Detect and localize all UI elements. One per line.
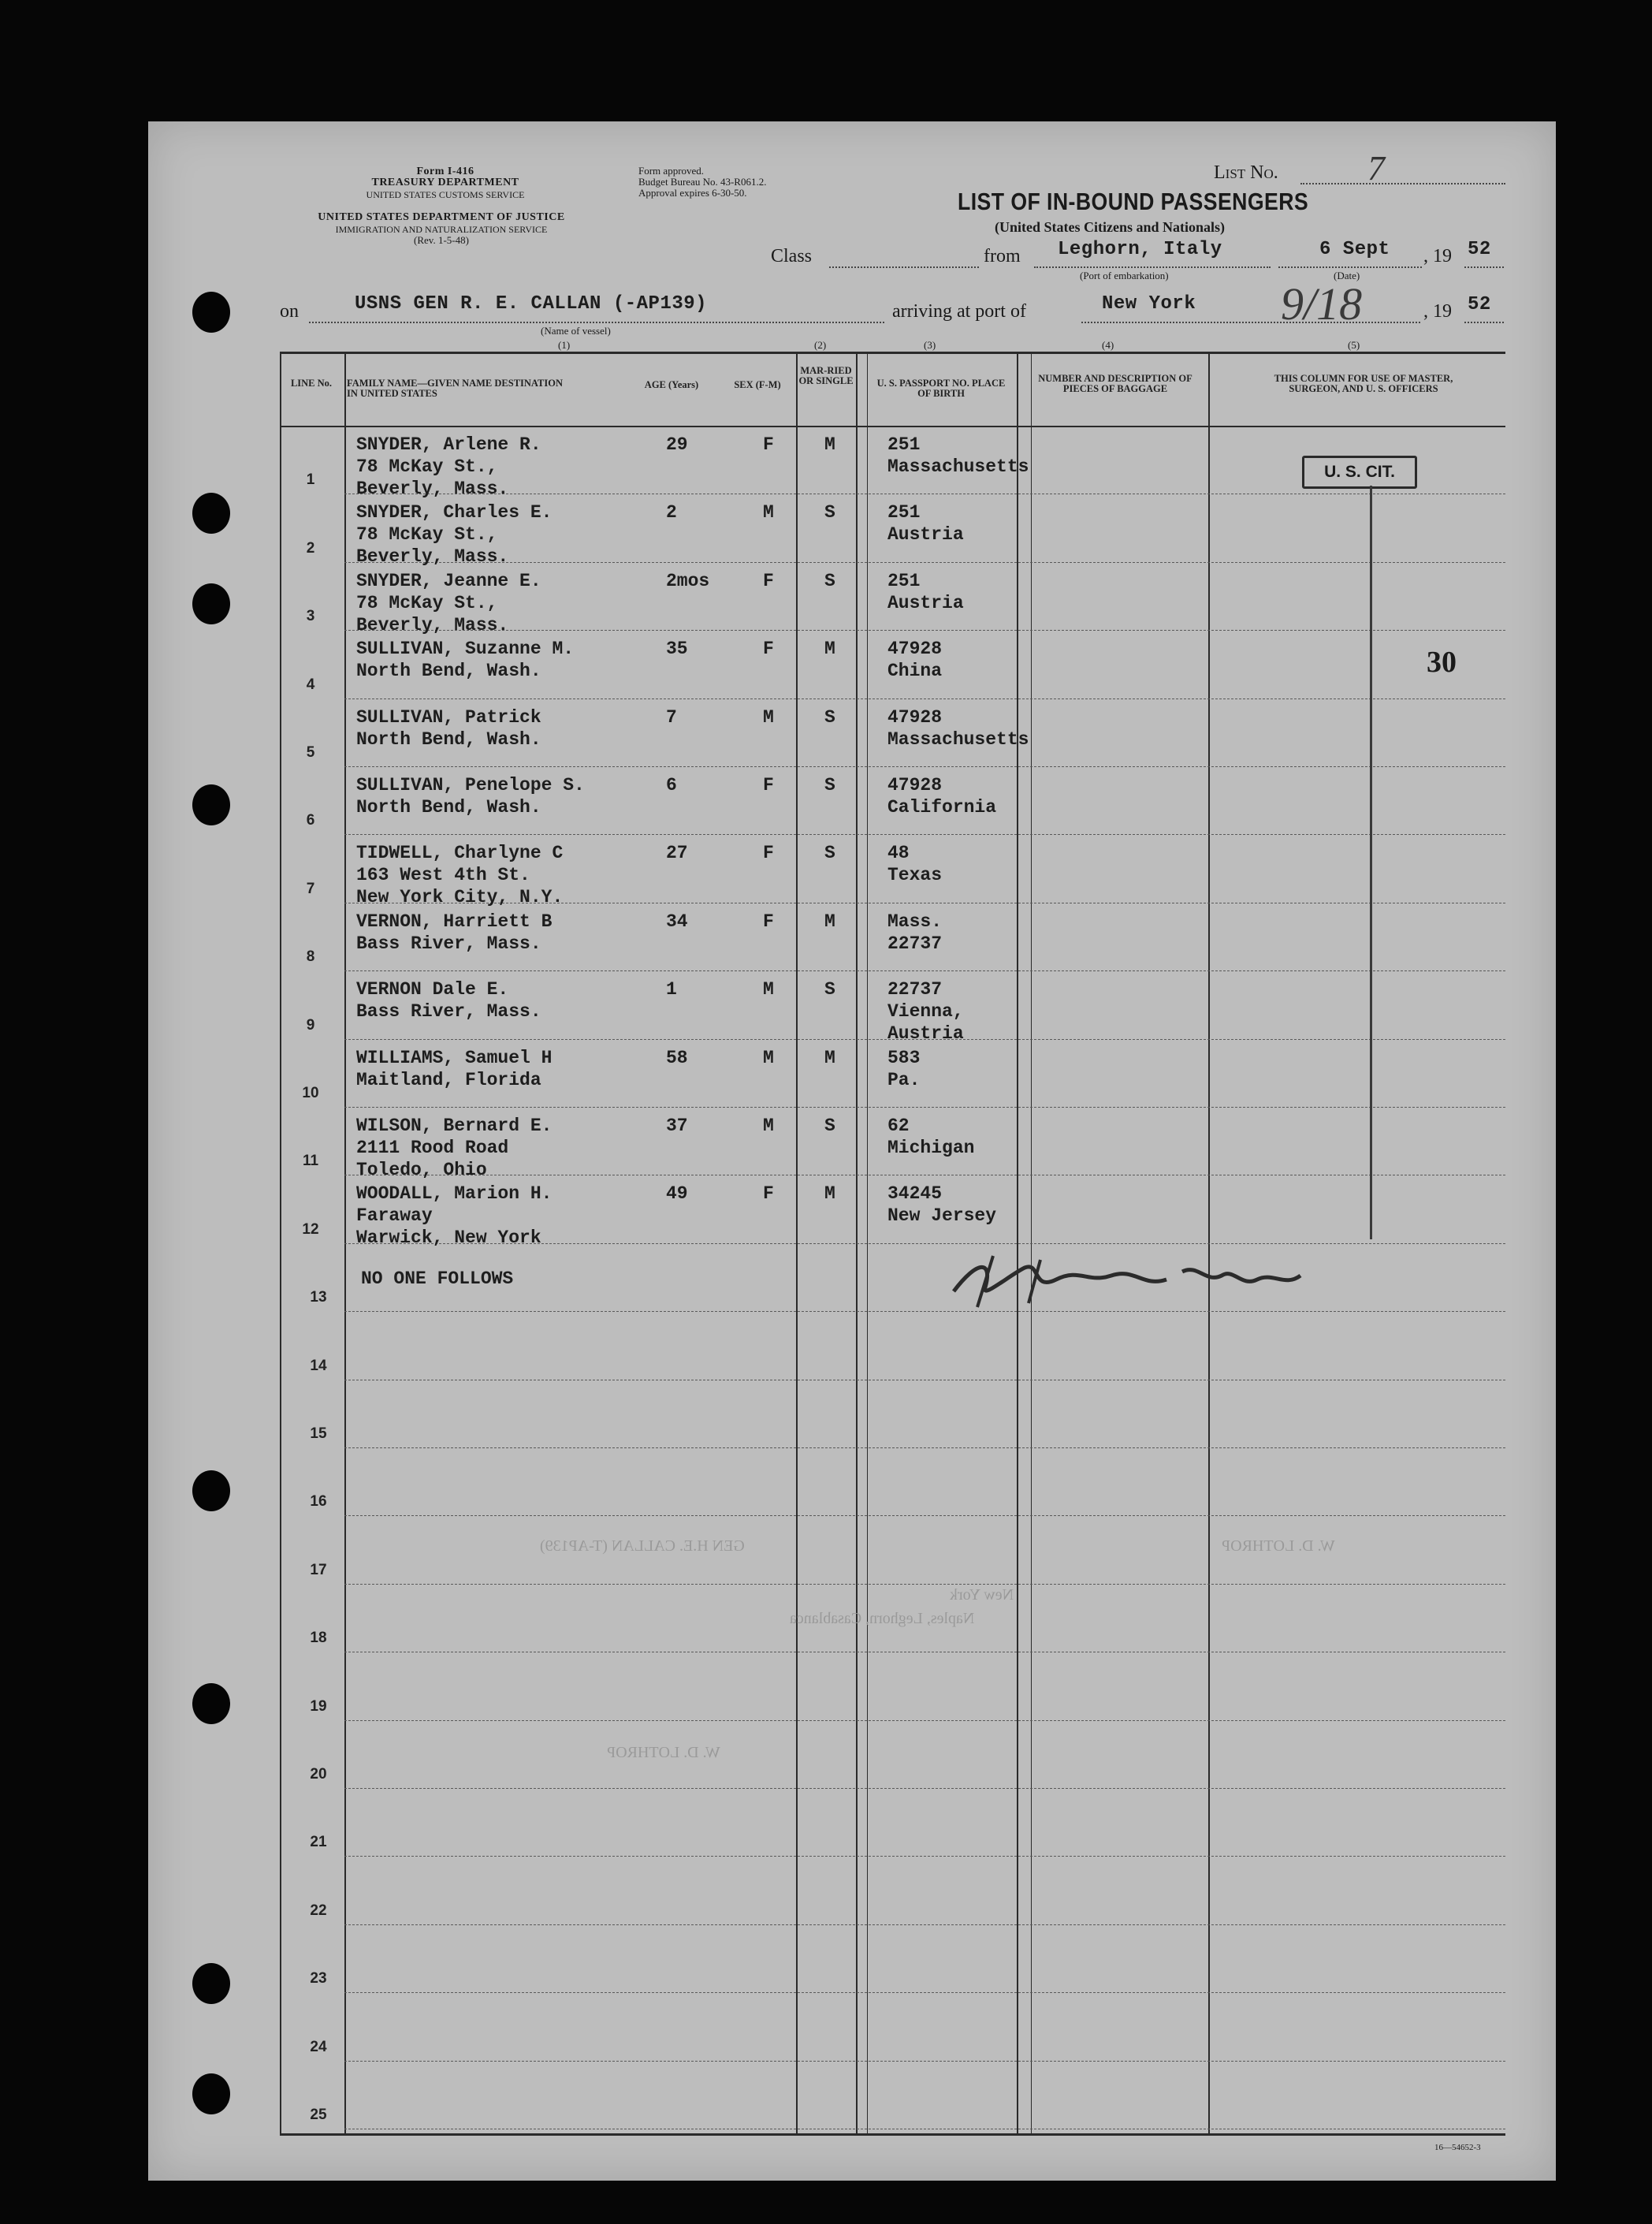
passenger-age: 58 bbox=[666, 1048, 688, 1068]
table-header-rule bbox=[280, 426, 1505, 427]
form-code: 16—54652-3 bbox=[1434, 2143, 1481, 2152]
passenger-marital-status: S bbox=[824, 571, 835, 591]
line-number: 5 bbox=[306, 744, 315, 761]
embarkation-year: 52 bbox=[1468, 239, 1491, 260]
passenger-passport-birthplace: 22737 Vienna, Austria bbox=[887, 979, 964, 1044]
inspector-signature bbox=[946, 1244, 1316, 1315]
row-divider bbox=[344, 1788, 1505, 1789]
line-number: 9 bbox=[306, 1017, 315, 1034]
line-number: 3 bbox=[306, 608, 315, 624]
passenger-marital-status: S bbox=[824, 775, 835, 795]
passenger-sex: M bbox=[763, 502, 774, 523]
approval-line-1: Form approved. bbox=[638, 165, 705, 177]
row-divider bbox=[344, 1584, 1505, 1585]
passenger-sex: M bbox=[763, 1048, 774, 1068]
passenger-passport-birthplace: Mass. 22737 bbox=[887, 911, 943, 954]
passenger-age: 27 bbox=[666, 843, 688, 863]
col-border bbox=[280, 352, 281, 2135]
passenger-age: 37 bbox=[666, 1116, 688, 1136]
binder-hole bbox=[192, 292, 230, 333]
binder-hole bbox=[192, 1683, 230, 1724]
arrival-port: New York bbox=[1102, 293, 1196, 315]
passenger-age: 35 bbox=[666, 639, 688, 659]
port-of-embarkation: Leghorn, Italy bbox=[1058, 239, 1222, 260]
passenger-passport-birthplace: 251 Massachusetts bbox=[887, 434, 1029, 477]
passenger-age: 2mos bbox=[666, 571, 710, 591]
row-divider bbox=[344, 766, 1505, 767]
page-subtitle: (United States Citizens and Nationals) bbox=[995, 219, 1226, 235]
embarkation-date: 6 Sept bbox=[1319, 239, 1390, 260]
line-number: 12 bbox=[302, 1221, 319, 1238]
line-number: 15 bbox=[310, 1425, 327, 1442]
passenger-marital-status: M bbox=[824, 639, 835, 659]
arriving-label: arriving at port of bbox=[892, 301, 1026, 322]
passenger-name-destination: VERNON, Harriett B Bass River, Mass. bbox=[356, 911, 553, 954]
justice-dept: UNITED STATES DEPARTMENT OF JUSTICE bbox=[318, 211, 565, 223]
passenger-marital-status: S bbox=[824, 979, 835, 1000]
passenger-passport-birthplace: 62 Michigan bbox=[887, 1116, 975, 1158]
line-number: 2 bbox=[306, 540, 315, 557]
passenger-marital-status: S bbox=[824, 707, 835, 728]
col-header-passport: U. S. PASSPORT NO. PLACE OF BIRTH bbox=[876, 378, 1006, 399]
class-label: Class bbox=[771, 246, 813, 266]
line-number: 20 bbox=[310, 1766, 327, 1783]
passenger-marital-status: M bbox=[824, 434, 835, 455]
passenger-age: 34 bbox=[666, 911, 688, 932]
form-number: Form I-416 bbox=[416, 166, 474, 177]
line-number: 19 bbox=[310, 1698, 327, 1715]
column-number-5: (5) bbox=[1348, 339, 1360, 351]
bleed-through-name: W. D. LOTHROP bbox=[1222, 1537, 1335, 1555]
col-header-age: AGE (Years) bbox=[644, 379, 699, 390]
line-number: 24 bbox=[310, 2039, 327, 2055]
line-number: 22 bbox=[310, 1902, 327, 1919]
date-caption: (Date) bbox=[1334, 270, 1360, 281]
line-number: 4 bbox=[306, 676, 315, 693]
table-top-border bbox=[280, 352, 1505, 354]
port-of-embarkation-caption: (Port of embarkation) bbox=[1080, 270, 1169, 281]
col-header-line-no: LINE No. bbox=[290, 378, 333, 389]
vessel-name: USNS GEN R. E. CALLAN (-AP139) bbox=[355, 293, 708, 315]
passenger-marital-status: S bbox=[824, 1116, 835, 1136]
row-divider bbox=[344, 970, 1505, 971]
row-divider bbox=[344, 1720, 1505, 1721]
passenger-passport-birthplace: 47928 China bbox=[887, 639, 943, 681]
passenger-name-destination: SNYDER, Jeanne E. 78 McKay St., Beverly, Mass. bbox=[356, 571, 541, 635]
approval-line-3: Approval expires 6-30-50. bbox=[638, 187, 747, 199]
passenger-passport-birthplace: 47928 California bbox=[887, 775, 997, 818]
binder-hole bbox=[192, 583, 230, 624]
passenger-sex: F bbox=[763, 639, 774, 659]
approval-line-2: Budget Bureau No. 43-R061.2. bbox=[638, 176, 767, 188]
list-no-value: 7 bbox=[1367, 149, 1385, 188]
line-number: 7 bbox=[306, 881, 315, 897]
us-citizen-stamp: U. S. CIT. bbox=[1302, 456, 1417, 489]
passenger-age: 49 bbox=[666, 1183, 688, 1204]
line-number: 11 bbox=[302, 1153, 319, 1169]
column-number-4: (4) bbox=[1102, 339, 1114, 351]
line-number: 10 bbox=[302, 1085, 319, 1101]
passenger-age: 29 bbox=[666, 434, 688, 455]
passenger-age: 1 bbox=[666, 979, 677, 1000]
passenger-name-destination: SULLIVAN, Suzanne M. North Bend, Wash. bbox=[356, 639, 575, 681]
col-header-married: MAR-RIED OR SINGLE bbox=[798, 365, 854, 386]
binder-hole bbox=[192, 784, 230, 825]
line-number: 8 bbox=[306, 948, 315, 965]
officer-count: 30 bbox=[1427, 646, 1457, 679]
line-number: 25 bbox=[310, 2107, 327, 2123]
line-number: 23 bbox=[310, 1970, 327, 1987]
revision: (Rev. 1-5-48) bbox=[414, 234, 469, 246]
bleed-through-port: New York bbox=[950, 1586, 1014, 1604]
line-number: 6 bbox=[306, 812, 315, 829]
passenger-name-destination: TIDWELL, Charlyne C 163 West 4th St. New York City, N.Y. bbox=[356, 843, 564, 907]
passenger-marital-status: M bbox=[824, 1048, 835, 1068]
passenger-sex: F bbox=[763, 775, 774, 795]
passenger-passport-birthplace: 251 Austria bbox=[887, 502, 964, 545]
passenger-passport-birthplace: 48 Texas bbox=[887, 843, 943, 885]
col-header-sex: SEX (F-M) bbox=[734, 379, 781, 390]
passenger-age: 2 bbox=[666, 502, 677, 523]
passenger-passport-birthplace: 34245 New Jersey bbox=[887, 1183, 997, 1226]
on-label: on bbox=[280, 301, 299, 322]
page-title: LIST OF IN-BOUND PASSENGERS bbox=[958, 188, 1309, 215]
line-number: 17 bbox=[310, 1562, 327, 1578]
col-header-baggage: NUMBER AND DESCRIPTION OF PIECES OF BAGGAGE bbox=[1038, 373, 1192, 394]
passenger-name-destination: SULLIVAN, Patrick North Bend, Wash. bbox=[356, 707, 541, 750]
passenger-passport-birthplace: 47928 Massachusetts bbox=[887, 707, 1029, 750]
customs-service: UNITED STATES CUSTOMS SERVICE bbox=[366, 189, 525, 200]
binder-hole bbox=[192, 1963, 230, 2004]
arrival-year: 52 bbox=[1468, 294, 1491, 315]
passenger-sex: F bbox=[763, 1183, 774, 1204]
column-number-3: (3) bbox=[924, 339, 936, 351]
binder-hole bbox=[192, 493, 230, 534]
row-divider bbox=[344, 834, 1505, 835]
row-divider bbox=[344, 1311, 1505, 1312]
passenger-sex: M bbox=[763, 1116, 774, 1136]
bleed-through-name-2: W. D. LOTHROP bbox=[607, 1744, 720, 1761]
passenger-name-destination: WOODALL, Marion H. Faraway Warwick, New York bbox=[356, 1183, 553, 1248]
bleed-through-ports: Naples, Leghorn, Casablanca bbox=[790, 1610, 975, 1627]
passenger-marital-status: S bbox=[824, 502, 835, 523]
binder-hole bbox=[192, 2073, 230, 2114]
line-number: 14 bbox=[310, 1358, 327, 1374]
passenger-sex: F bbox=[763, 911, 774, 932]
line-number: 21 bbox=[310, 1834, 327, 1850]
passenger-name-destination: WILLIAMS, Samuel H Maitland, Florida bbox=[356, 1048, 553, 1090]
line-number: 13 bbox=[310, 1289, 327, 1306]
treasury-dept: TREASURY DEPARTMENT bbox=[371, 177, 519, 188]
passenger-sex: M bbox=[763, 707, 774, 728]
ins-service: IMMIGRATION AND NATURALIZATION SERVICE bbox=[335, 224, 548, 235]
no-one-follows: NO ONE FOLLOWS bbox=[361, 1268, 514, 1289]
passenger-sex: F bbox=[763, 434, 774, 455]
line-number: 18 bbox=[310, 1630, 327, 1646]
line-number: 16 bbox=[310, 1493, 327, 1510]
passenger-marital-status: S bbox=[824, 843, 835, 863]
passenger-name-destination: WILSON, Bernard E. 2111 Rood Road Toledo, Ohio bbox=[356, 1116, 553, 1180]
passenger-name-destination: VERNON Dale E. Bass River, Mass. bbox=[356, 979, 541, 1022]
table-bottom-border bbox=[280, 2133, 1505, 2136]
passenger-name-destination: SNYDER, Arlene R. 78 McKay St., Beverly, Mass. bbox=[356, 434, 541, 499]
row-divider bbox=[344, 1924, 1505, 1925]
row-divider bbox=[344, 698, 1505, 699]
row-divider bbox=[344, 1107, 1505, 1108]
binder-hole bbox=[192, 1470, 230, 1511]
line-number: 1 bbox=[306, 471, 315, 488]
passenger-marital-status: M bbox=[824, 911, 835, 932]
row-divider bbox=[344, 1856, 1505, 1857]
row-divider bbox=[344, 1992, 1505, 1993]
row-divider bbox=[344, 1447, 1505, 1448]
from-label: from bbox=[984, 246, 1021, 266]
passenger-age: 6 bbox=[666, 775, 677, 795]
passenger-marital-status: M bbox=[824, 1183, 835, 1204]
vessel-caption: (Name of vessel) bbox=[541, 325, 611, 337]
bleed-through-vessel: GEN H.E. CALLAN (T-AP139) bbox=[540, 1537, 745, 1555]
passenger-sex: M bbox=[763, 979, 774, 1000]
column-number-1: (1) bbox=[558, 339, 571, 351]
col-header-officers: THIS COLUMN FOR USE OF MASTER, SURGEON, AND U. S. OFFICERS bbox=[1274, 373, 1453, 394]
passenger-sex: F bbox=[763, 843, 774, 863]
passenger-sex: F bbox=[763, 571, 774, 591]
passenger-name-destination: SULLIVAN, Penelope S. North Bend, Wash. bbox=[356, 775, 585, 818]
passenger-passport-birthplace: 251 Austria bbox=[887, 571, 964, 613]
list-no-label: List No. bbox=[1214, 162, 1278, 183]
row-divider bbox=[344, 2061, 1505, 2062]
passenger-age: 7 bbox=[666, 707, 677, 728]
arrival-year-prefix: , 19 bbox=[1423, 301, 1452, 322]
column-number-2: (2) bbox=[814, 339, 827, 351]
passenger-name-destination: SNYDER, Charles E. 78 McKay St., Beverly, Mass. bbox=[356, 502, 553, 567]
year-prefix: , 19 bbox=[1423, 246, 1452, 266]
arrival-date-handwritten: 9/18 bbox=[1281, 278, 1363, 330]
officer-check-line bbox=[1370, 486, 1372, 1239]
passenger-passport-birthplace: 583 Pa. bbox=[887, 1048, 921, 1090]
row-divider bbox=[344, 1515, 1505, 1516]
col-header-name: FAMILY NAME—GIVEN NAME DESTINATION IN UNITED STATES bbox=[347, 378, 563, 399]
